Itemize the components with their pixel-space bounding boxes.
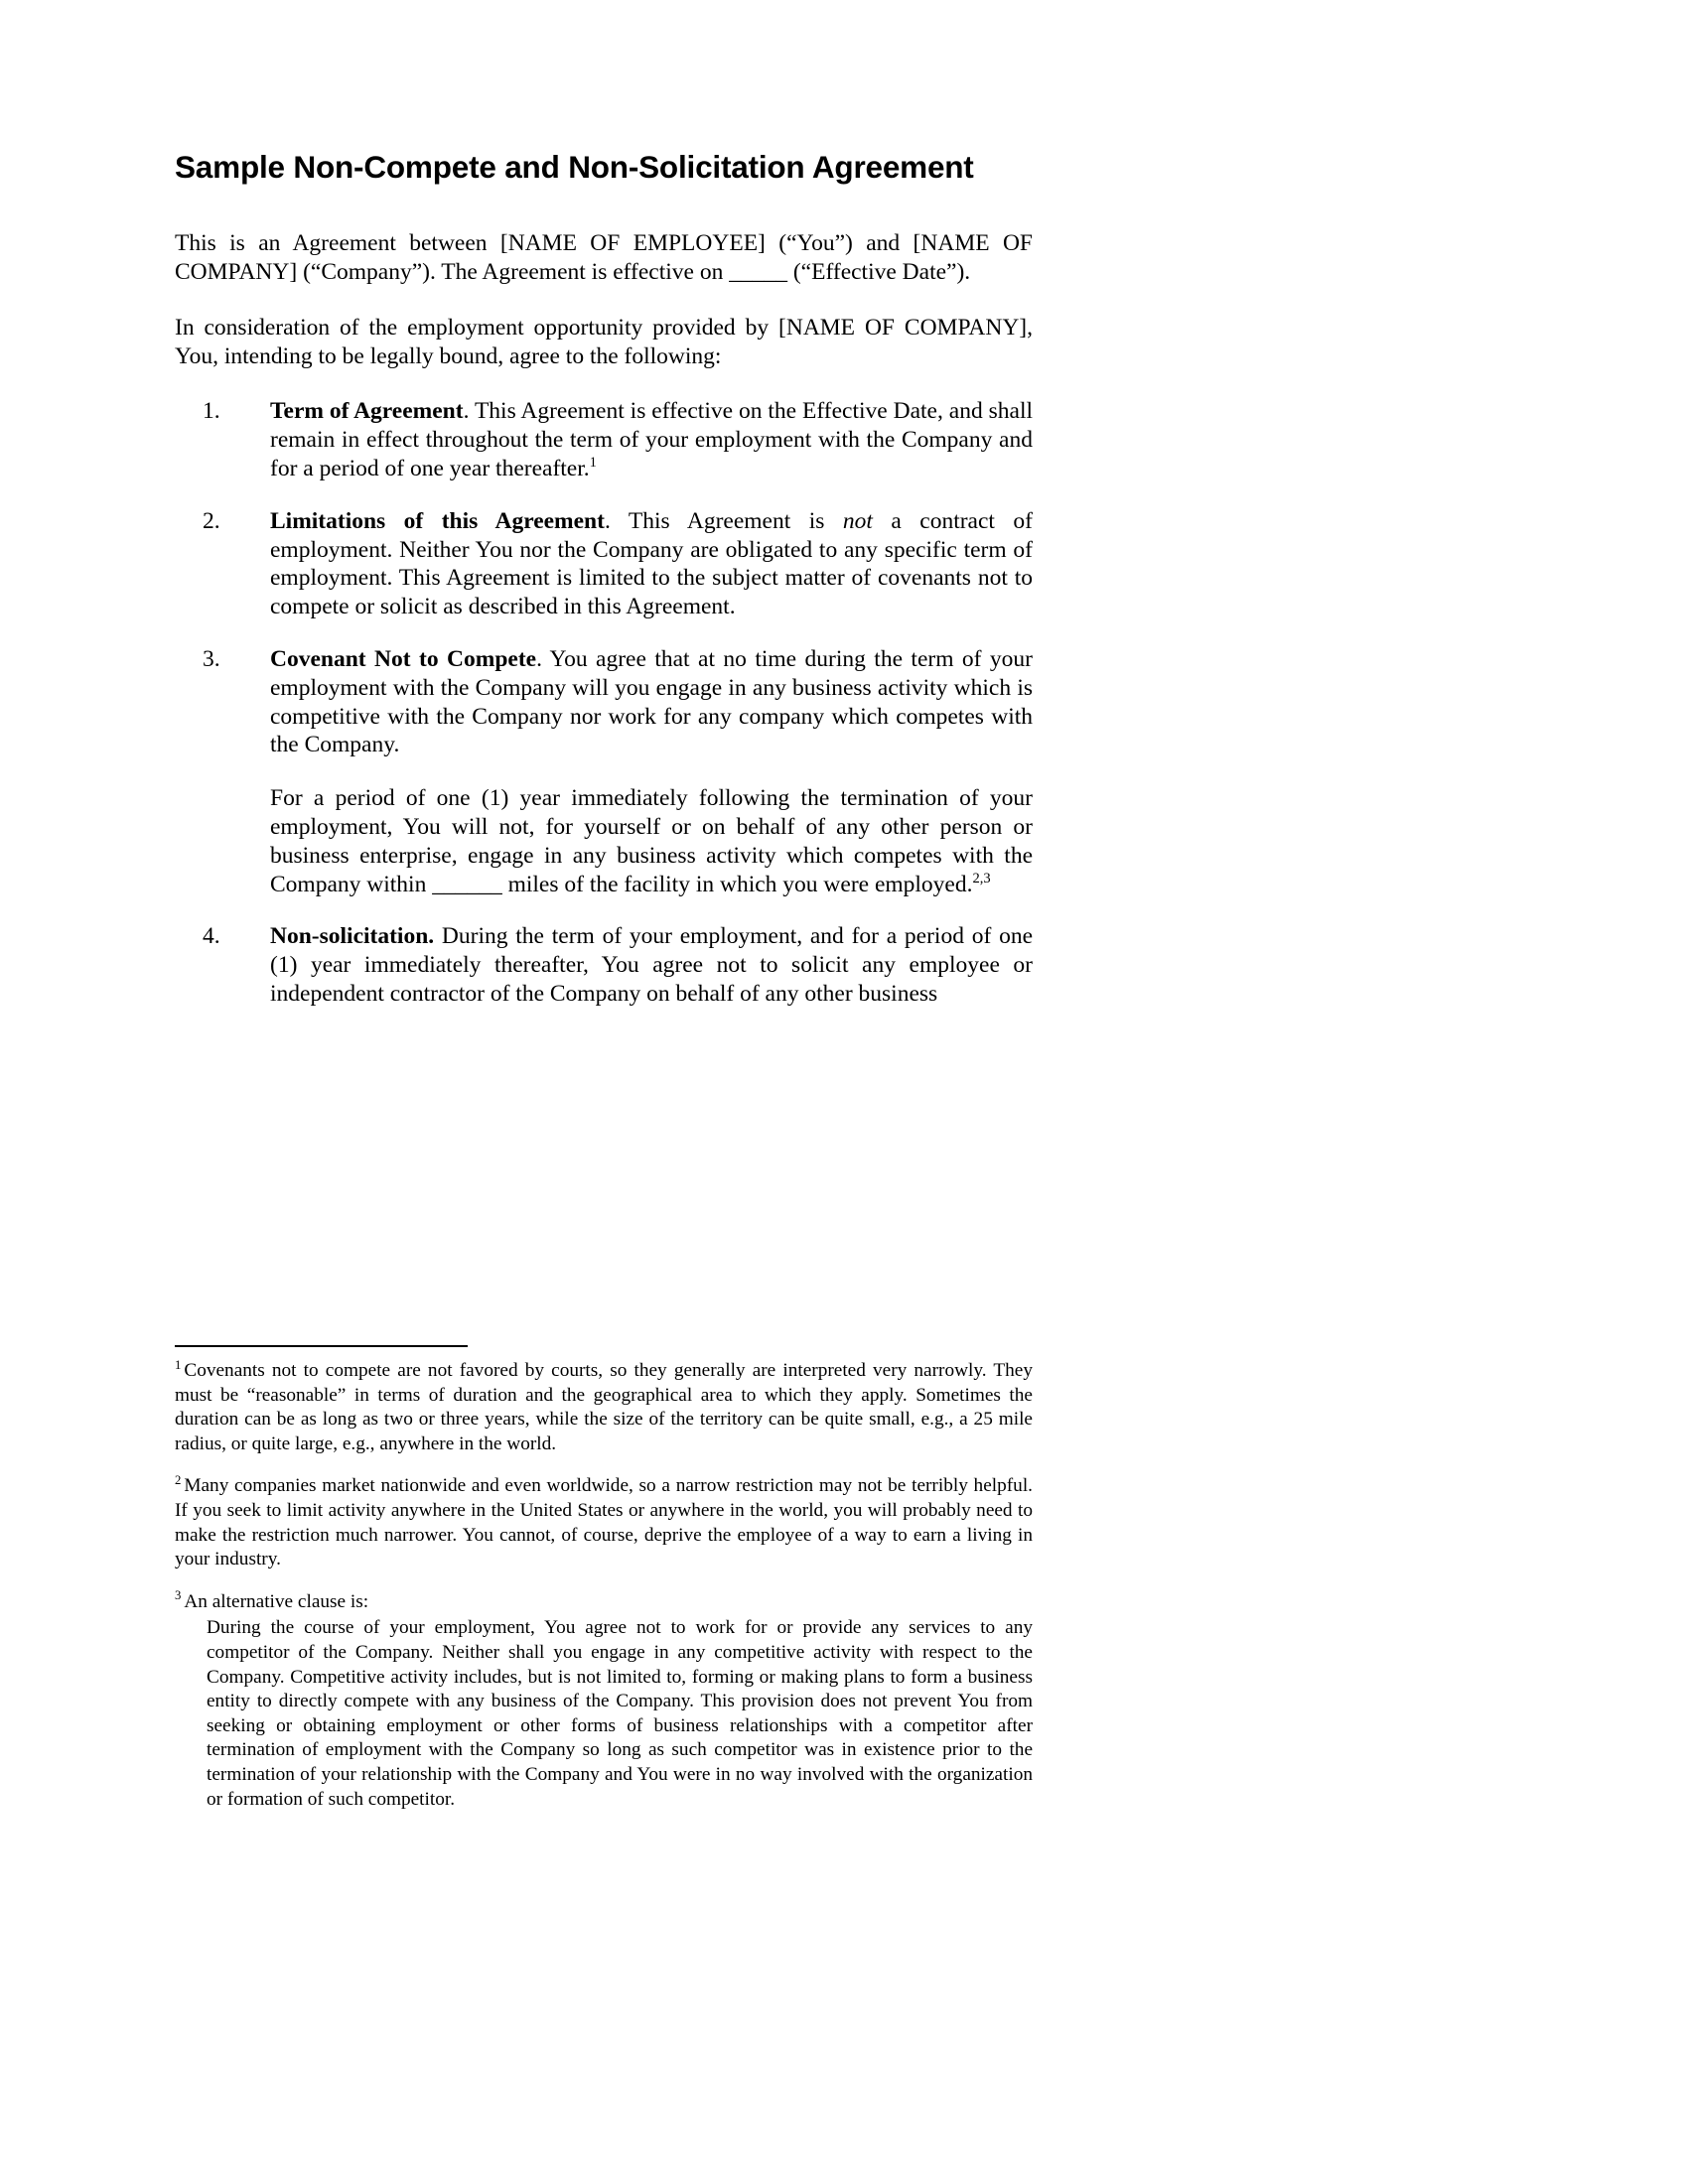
clause-3-text-part1: You agree that at no time during the term of your employment with the Company will you engage in any business activity which is competitive with the Company nor work for any company which competes with the Company.	[270, 645, 1034, 758]
intro-paragraph-1: This is an Agreement between [NAME OF EMPLOYEE] (“You”) and [NAME OF COMPANY] (“Company”). The Agreement is effective on _____ (“Effective Date”).	[175, 230, 1033, 285]
clause-4	[175, 922, 1033, 1008]
footnote-3-text: An alternative clause is:	[184, 1590, 369, 1612]
clause-1-text: This Agreement is effective on the Effective Date, and shall remain in effect throughout the term of your employment with the Company and for a period of one year thereafter.	[270, 398, 1033, 481]
clause-3-subparagraph	[270, 784, 1033, 898]
footnote-separator-rule	[175, 1345, 468, 1347]
footnote-section	[175, 1345, 1033, 1812]
clause-3	[175, 645, 1033, 898]
clause-4-text-part1: During the term of your employment, and for a period of one (1) year immediately thereafter, You agree not to solicit any employee or independent contractor of the Company on behalf of any other business	[270, 923, 1033, 1007]
clause-3-footnote-marker: 2,3	[972, 870, 991, 887]
clause-1-lead: Term of Agreement	[270, 398, 464, 425]
clause-3-sub-text-part1: For a period of one (1) year immediately following the termination of your employment, You will not, for yourself or on behalf of any other person or business enterprise, engage in any business activity which competes with the Company within	[270, 785, 1033, 897]
footnote-1	[175, 1359, 1033, 1456]
clause-4-body	[270, 922, 1033, 1008]
clause-3-lead: Covenant Not to Compete	[270, 645, 537, 672]
footnote-3-marker: 3	[175, 1588, 182, 1603]
footnote-2-text: Many companies market nationwide and even worldwide, so a narrow restriction may not be terribly helpful. If you seek to limit activity anywhere in the United States or anywhere in the world, you will probably need to make the restriction much narrower. You cannot, of course, deprive the employee of a way to earn a living in your industry.	[175, 1475, 1033, 1570]
clause-2-lead: Limitations of this Agreement	[270, 507, 605, 534]
clause-4-lead: Non-solicitation.	[270, 923, 435, 950]
page-title: Sample Non-Compete and Non-Solicitation Agreement	[175, 149, 974, 185]
footnote-3	[175, 1590, 1033, 1615]
clause-3-lead-suffix: .	[536, 645, 542, 672]
footnote-2	[175, 1474, 1033, 1571]
footnote-1-marker: 1	[175, 1357, 182, 1372]
clause-2-body	[270, 507, 1033, 621]
clause-2-text-part2: a contract of employment. Neither You nor the Company are obligated to any specific term of employment. This Agreement is limited to the subject matter of covenants not to compete or solicit as described in this Agreement.	[270, 507, 1033, 620]
clause-2-text-part1: This Agreement is	[610, 507, 843, 534]
clause-1-number: 1.	[203, 398, 220, 425]
clause-3-body	[270, 645, 1033, 898]
clause-1-footnote-marker: 1	[589, 455, 597, 472]
clause-2-italic-word: not	[842, 507, 873, 534]
footnote-3-quoted-block: During the course of your employment, You agree not to work for or provide any services to any competitor of the Company. Neither shall you engage in any competitive activity with respect to the Company. Competitive activity includes, but is not limited to, forming or making plans to form a business entity to directly compete with any business of the Company. This provision does not prevent You from seeking or obtaining employment or other forms of business relationships with a competitor after termination of employment with the Company so long as such competitor was in existence prior to the termination of your relationship with the Company and You were in no way involved with the organization or formation of such competitor.	[207, 1617, 1033, 1810]
clause-1-lead-suffix: .	[463, 398, 470, 425]
document-body	[175, 149, 1033, 1032]
clause-3-blank-field[interactable]: ______	[432, 871, 502, 897]
clause-3-number: 3.	[203, 645, 220, 672]
clause-1	[175, 397, 1033, 482]
clause-1-body	[270, 397, 1033, 482]
clause-2-lead-suffix: .	[604, 507, 611, 534]
clause-4-number: 4.	[203, 923, 220, 950]
clause-2	[175, 507, 1033, 621]
footnote-2-marker: 2	[175, 1472, 182, 1487]
clause-3-sub-text-part2: miles of the facility in which you were employed.	[501, 871, 973, 897]
clause-2-number: 2.	[203, 507, 220, 534]
footnote-1-text: Covenants not to compete are not favored by courts, so they generally are interpreted very narrowly. They must be “reasonable” in terms of duration and the geographical area to which they apply. Sometimes the duration can be as long as two or three years, while the size of the territory can be quite small, e.g., a 25 mile radius, or quite large, e.g., anywhere in the world.	[175, 1360, 1033, 1454]
intro-paragraph-2: In consideration of the employment opportunity provided by [NAME OF COMPANY], You, intending to be legally bound, agree to the following:	[175, 314, 1033, 369]
